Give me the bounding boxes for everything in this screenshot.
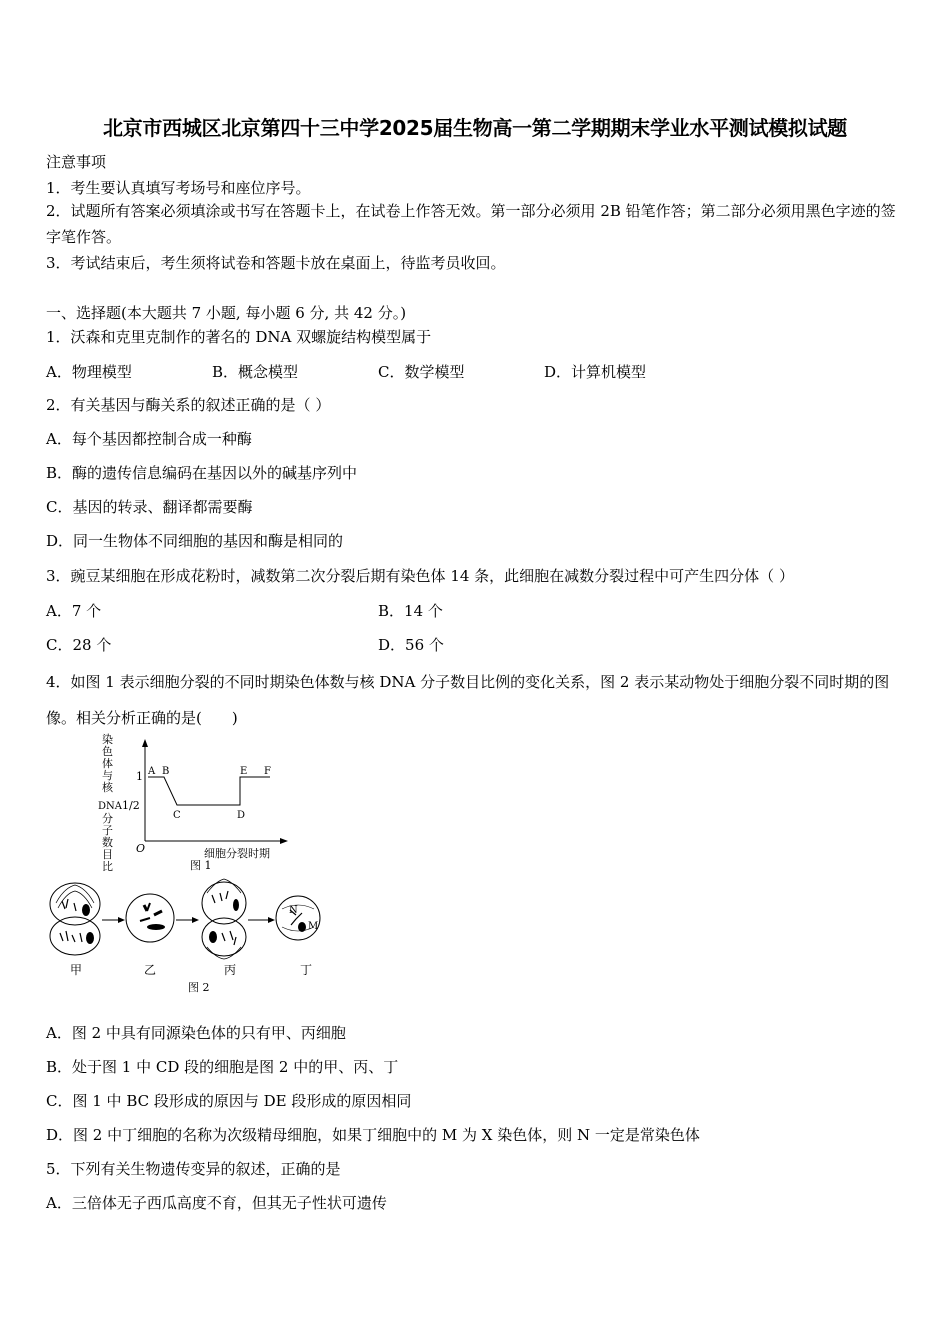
fig1-ylabel-11: 比 <box>102 860 113 873</box>
q1-option-a: A．物理模型 <box>46 363 132 381</box>
fig1-ylabel-10: 目 <box>102 848 113 861</box>
fig1-point-e: E <box>240 766 248 777</box>
q4-option-c: C．图 1 中 BC 段形成的原因与 DE 段形成的原因相同 <box>46 1092 412 1110</box>
exam-title: 北京市西城区北京第四十三中学2025届生物高一第二学期期末学业水平测试模拟试题 <box>103 116 847 140</box>
fig1-tick-half: 1/2 <box>122 799 140 812</box>
question-2-stem: 2．有关基因与酶关系的叙述正确的是（ ） <box>46 396 331 414</box>
q2-option-a: A．每个基因都控制合成一种酶 <box>46 430 252 448</box>
fig2-caption: 图 2 <box>188 981 210 994</box>
fig1-ylabel-5: 核 <box>102 781 113 794</box>
cell-label-bing: 丙 <box>224 963 237 977</box>
fig1-ylabel-9: 数 <box>102 836 113 849</box>
q3-option-c: C．28 个 <box>46 636 112 654</box>
fig1-point-a: A <box>148 766 156 777</box>
fig1-ylabel-6: DNA <box>98 801 122 812</box>
fig1-xlabel: 细胞分裂时期 <box>204 847 270 860</box>
notice-heading: 注意事项 <box>46 153 107 171</box>
fig1-ylabel-3: 体 <box>102 757 113 770</box>
cell-ding-mark-m: M <box>308 921 319 932</box>
q1-option-b: B．概念模型 <box>212 363 299 381</box>
q4-option-b: B．处于图 1 中 CD 段的细胞是图 2 中的甲、丙、丁 <box>46 1058 399 1076</box>
fig1-ylabel-7: 分 <box>102 812 113 825</box>
cell-ding-mark-n: N <box>289 905 298 916</box>
fig1-x-arrow <box>280 838 288 844</box>
fig1-point-c: C <box>173 810 181 821</box>
fig1-ylabel-2: 色 <box>102 745 113 758</box>
fig1-ylabel-1: 染 <box>102 733 113 746</box>
fig1-y-arrow <box>142 739 148 747</box>
cell-bing <box>202 879 246 959</box>
cell-jia <box>50 883 100 955</box>
fig1-curve <box>148 777 270 805</box>
cell-yi <box>126 894 174 942</box>
q1-option-d: D．计算机模型 <box>544 363 647 381</box>
q4-option-a: A．图 2 中具有同源染色体的只有甲、丙细胞 <box>46 1024 346 1042</box>
fig1-caption: 图 1 <box>190 859 212 872</box>
q1-option-c: C．数学模型 <box>378 363 465 381</box>
q2-option-d: D．同一生物体不同细胞的基因和酶是相同的 <box>46 532 344 550</box>
notice-item-3: 3．考试结束后，考生须将试卷和答题卡放在桌面上，待监考员收回。 <box>46 254 506 272</box>
cell-label-yi: 乙 <box>144 963 157 977</box>
q4-figure-svg <box>44 733 334 1003</box>
fig1-point-d: D <box>237 810 246 821</box>
notice-item-1: 1．考生要认真填写考场号和座位序号。 <box>46 179 311 197</box>
question-4-stem: 4．如图 1 表示细胞分裂的不同时期染色体数与核 DNA 分子数目比例的变化关系，图 2 表示某动物处于细胞分裂不同时期的图像。相关分析正确的是( ) <box>46 673 890 727</box>
cell-label-ding: 丁 <box>300 963 313 977</box>
q4-figure <box>44 733 334 1003</box>
question-1-stem: 1．沃森和克里克制作的著名的 DNA 双螺旋结构模型属于 <box>46 328 432 346</box>
fig1-tick-1: 1 <box>136 770 143 783</box>
cell-label-jia: 甲 <box>70 963 83 977</box>
notice-item-2: 2．试题所有答案必须填涂或书写在答题卡上，在试卷上作答无效。第一部分必须用 2B 铅笔作答；第二部分必须用黑色字迹的签字笔作答。 <box>46 202 896 246</box>
q2-option-c: C．基因的转录、翻译都需要酶 <box>46 498 253 516</box>
question-5-stem: 5．下列有关生物遗传变异的叙述，正确的是 <box>46 1160 341 1178</box>
q3-option-a: A．7 个 <box>46 602 102 620</box>
q3-option-b: B．14 个 <box>378 602 443 620</box>
q4-option-d: D．图 2 中丁细胞的名称为次级精母细胞，如果丁细胞中的 M 为 X 染色体，则 N 一定是常染色体 <box>46 1126 700 1144</box>
fig1-ylabel-4: 与 <box>102 769 113 782</box>
cell-ding <box>276 896 320 940</box>
fig1-ylabel <box>98 733 123 873</box>
q5-option-a: A．三倍体无子西瓜高度不育，但其无子性状可遗传 <box>46 1194 387 1212</box>
section-heading: 一、选择题(本大题共 7 小题, 每小题 6 分, 共 42 分。) <box>46 304 407 322</box>
question-3-stem: 3．豌豆某细胞在形成花粉时，减数第二次分裂后期有染色体 14 条，此细胞在减数分裂过程中可产生四分体（ ） <box>46 567 794 585</box>
fig1-origin: O <box>136 842 146 855</box>
fig1-ylabel-8: 子 <box>102 824 113 837</box>
q3-option-d: D．56 个 <box>378 636 444 654</box>
fig2-cell-labels <box>70 963 312 977</box>
fig1-point-f: F <box>264 766 271 777</box>
fig1-point-b: B <box>162 766 170 777</box>
fig1-point-labels <box>147 766 271 821</box>
q2-option-b: B．酶的遗传信息编码在基因以外的碱基序列中 <box>46 464 358 482</box>
